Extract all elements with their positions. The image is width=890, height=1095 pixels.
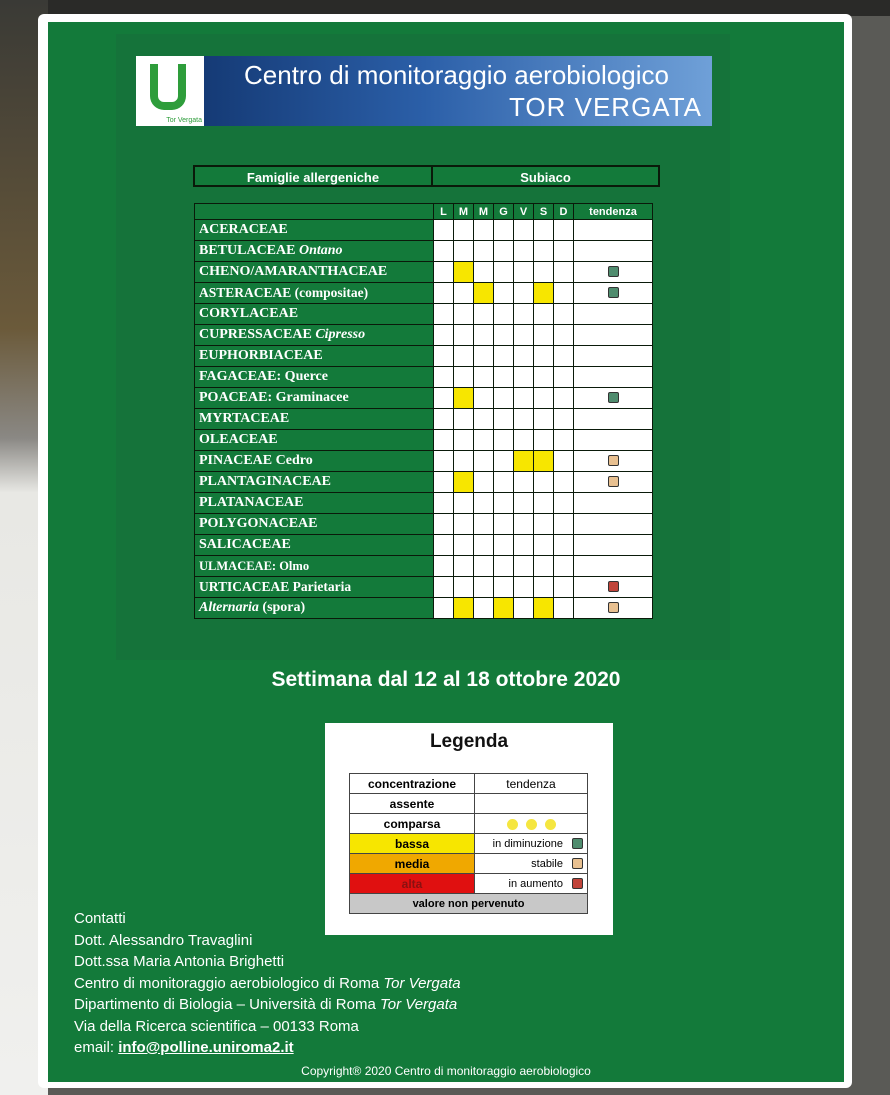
trend-cell — [574, 346, 653, 367]
concentration-cell — [434, 493, 454, 514]
concentration-cell — [554, 346, 574, 367]
trend-indicator-icon — [608, 455, 619, 466]
concentration-cell — [514, 283, 534, 304]
concentration-cell — [554, 451, 574, 472]
concentration-cell — [494, 220, 514, 241]
concentration-cell — [454, 451, 474, 472]
concentration-cell — [474, 388, 494, 409]
concentration-cell — [474, 493, 494, 514]
table-row — [195, 304, 653, 325]
concentration-cell — [454, 472, 474, 493]
concentration-cell — [434, 388, 454, 409]
concentration-cell — [494, 493, 514, 514]
concentration-cell — [534, 514, 554, 535]
day-header-1: M — [454, 204, 474, 220]
concentration-cell — [434, 220, 454, 241]
concentration-cell — [554, 556, 574, 577]
concentration-cell — [494, 388, 514, 409]
concentration-cell — [514, 388, 534, 409]
table-row — [195, 472, 653, 493]
concentration-cell — [434, 409, 454, 430]
legend-table — [349, 773, 588, 914]
concentration-cell — [434, 304, 454, 325]
family-name: POLYGONACEAE — [195, 514, 434, 535]
concentration-cell — [554, 598, 574, 619]
trend-indicator-icon — [608, 392, 619, 403]
trend-cell — [574, 598, 653, 619]
concentration-cell — [454, 514, 474, 535]
concentration-cell — [554, 472, 574, 493]
concentration-cell — [514, 325, 534, 346]
trend-indicator-icon — [608, 581, 619, 592]
concentration-cell — [514, 556, 534, 577]
trend-cell — [574, 241, 653, 262]
table-row — [195, 556, 653, 577]
concentration-cell — [554, 262, 574, 283]
concentration-cell — [514, 472, 534, 493]
family-name: CHENO/AMARANTHACEAE — [195, 262, 434, 283]
concentration-cell — [554, 430, 574, 451]
concentration-cell — [534, 535, 554, 556]
concentration-cell — [494, 556, 514, 577]
legend-footer: valore non pervenuto — [350, 894, 588, 914]
concentration-cell — [534, 346, 554, 367]
table-row — [195, 598, 653, 619]
family-name: ULMACEAE: Olmo — [195, 556, 434, 577]
concentration-cell — [434, 535, 454, 556]
trend-indicator-icon — [572, 858, 583, 869]
concentration-cell — [434, 556, 454, 577]
concentration-cell — [554, 388, 574, 409]
concentration-cell — [554, 514, 574, 535]
trend-cell — [574, 577, 653, 598]
trend-header: tendenza — [574, 204, 653, 220]
legend-trend — [475, 814, 588, 834]
blank-header-cell — [195, 204, 434, 220]
concentration-cell — [554, 493, 574, 514]
family-name: PINACEAE Cedro — [195, 451, 434, 472]
trend-cell — [574, 304, 653, 325]
concentration-cell — [454, 388, 474, 409]
concentration-cell — [494, 514, 514, 535]
family-column-header: Famiglie allergeniche — [193, 165, 433, 187]
concentration-cell — [434, 577, 454, 598]
concentration-cell — [554, 325, 574, 346]
concentration-cell — [554, 283, 574, 304]
contact-person-2: Dott.ssa Maria Antonia Brighetti — [74, 953, 285, 970]
logo-badge-label: Tor Vergata — [166, 117, 202, 124]
family-name: POACEAE: Graminacee — [195, 388, 434, 409]
table-row — [195, 493, 653, 514]
concentration-cell — [494, 283, 514, 304]
concentration-cell — [514, 409, 534, 430]
concentration-cell — [554, 577, 574, 598]
concentration-cell — [434, 598, 454, 619]
trend-cell — [574, 472, 653, 493]
concentration-cell — [474, 556, 494, 577]
concentration-cell — [494, 472, 514, 493]
trend-indicator-icon — [608, 476, 619, 487]
legend-box — [325, 723, 613, 935]
trend-cell — [574, 367, 653, 388]
concentration-cell — [534, 367, 554, 388]
concentration-cell — [474, 451, 494, 472]
family-name: ACERACEAE — [195, 220, 434, 241]
concentration-cell — [454, 577, 474, 598]
family-name: OLEACEAE — [195, 430, 434, 451]
concentration-cell — [474, 241, 494, 262]
concentration-cell — [454, 241, 474, 262]
legend-col-trend: tendenza — [475, 774, 588, 794]
legend-level: media — [350, 854, 475, 874]
concentration-cell — [474, 514, 494, 535]
table-row — [195, 220, 653, 241]
days-header-row — [195, 204, 653, 220]
concentration-cell — [494, 304, 514, 325]
concentration-cell — [474, 346, 494, 367]
trend-cell — [574, 325, 653, 346]
legend-title: Legenda — [429, 731, 509, 752]
concentration-cell — [454, 304, 474, 325]
family-name: SALICACEAE — [195, 535, 434, 556]
header-banner — [136, 56, 712, 126]
concentration-cell — [434, 241, 454, 262]
table-row — [195, 325, 653, 346]
legend-level: assente — [350, 794, 475, 814]
family-name: FAGACEAE: Querce — [195, 367, 434, 388]
concentration-cell — [474, 430, 494, 451]
concentration-cell — [514, 430, 534, 451]
day-header-0: L — [434, 204, 454, 220]
contacts-heading: Contatti — [74, 910, 126, 927]
trend-cell — [574, 493, 653, 514]
concentration-cell — [514, 451, 534, 472]
concentration-cell — [494, 430, 514, 451]
concentration-cell — [434, 367, 454, 388]
table-row — [195, 535, 653, 556]
concentration-cell — [534, 388, 554, 409]
legend-header-row — [350, 774, 588, 794]
concentration-cell — [474, 262, 494, 283]
day-header-3: G — [494, 204, 514, 220]
concentration-cell — [454, 262, 474, 283]
concentration-cell — [514, 493, 534, 514]
concentration-cell — [534, 556, 554, 577]
concentration-cell — [494, 367, 514, 388]
concentration-cell — [454, 325, 474, 346]
trend-cell — [574, 556, 653, 577]
concentration-cell — [494, 451, 514, 472]
appearance-dot-icon — [545, 819, 556, 830]
concentration-cell — [534, 598, 554, 619]
logo-u-shape — [150, 64, 186, 110]
table-row — [195, 514, 653, 535]
legend-row — [350, 794, 588, 814]
concentration-cell — [514, 514, 534, 535]
contact-email: email: info@polline.uniroma2.it — [74, 1039, 294, 1056]
concentration-cell — [534, 472, 554, 493]
legend-trend: in diminuzione — [475, 834, 588, 854]
legend-col-concentration: concentrazione — [350, 774, 475, 794]
concentration-cell — [494, 598, 514, 619]
concentration-cell — [454, 283, 474, 304]
family-name: PLANTAGINACEAE — [195, 472, 434, 493]
concentration-cell — [514, 577, 534, 598]
concentration-cell — [434, 283, 454, 304]
day-header-5: S — [534, 204, 554, 220]
table-row — [195, 409, 653, 430]
day-header-6: D — [554, 204, 574, 220]
concentration-cell — [474, 325, 494, 346]
family-name: EUPHORBIACEAE — [195, 346, 434, 367]
table-row — [195, 283, 653, 304]
legend-row — [350, 834, 588, 854]
concentration-cell — [514, 304, 534, 325]
concentration-cell — [454, 556, 474, 577]
concentration-cell — [454, 409, 474, 430]
copyright-text: Copyright® 2020 Centro di monitoraggio aerobiologico — [301, 1064, 591, 1078]
concentration-cell — [534, 430, 554, 451]
contact-dept: Dipartimento di Biologia – Università di Roma Tor Vergata — [74, 996, 458, 1013]
concentration-cell — [454, 346, 474, 367]
concentration-cell — [554, 409, 574, 430]
concentration-cell — [494, 241, 514, 262]
concentration-cell — [534, 241, 554, 262]
concentration-cell — [474, 283, 494, 304]
concentration-cell — [454, 367, 474, 388]
concentration-cell — [474, 535, 494, 556]
concentration-cell — [534, 304, 554, 325]
concentration-cell — [534, 577, 554, 598]
concentration-cell — [534, 409, 554, 430]
legend-row — [350, 814, 588, 834]
concentration-cell — [514, 535, 534, 556]
concentration-cell — [474, 577, 494, 598]
legend-row — [350, 854, 588, 874]
contact-address: Via della Ricerca scientifica – 00133 Roma — [74, 1017, 359, 1035]
legend-trend: stabile — [475, 854, 588, 874]
concentration-cell — [434, 472, 454, 493]
trend-cell — [574, 409, 653, 430]
concentration-cell — [534, 283, 554, 304]
concentration-cell — [454, 535, 474, 556]
week-label: Settimana dal 12 al 18 ottobre 2020 — [271, 668, 621, 691]
concentration-cell — [554, 535, 574, 556]
concentration-cell — [434, 325, 454, 346]
contact-person-1: Dott. Alessandro Travaglini — [74, 931, 253, 949]
concentration-cell — [454, 493, 474, 514]
concentration-cell — [454, 430, 474, 451]
family-name: ASTERACEAE (compositae) — [195, 283, 434, 304]
family-name: BETULACEAE Ontano — [195, 241, 434, 262]
table-row — [195, 388, 653, 409]
contact-centre: Centro di monitoraggio aerobiologico di Roma Tor Vergata — [74, 974, 461, 992]
trend-cell — [574, 514, 653, 535]
concentration-cell — [554, 241, 574, 262]
concentration-cell — [514, 241, 534, 262]
concentration-cell — [494, 262, 514, 283]
concentration-cell — [534, 220, 554, 241]
family-name: URTICACEAE Parietaria — [195, 577, 434, 598]
email-link[interactable]: info@polline.uniroma2.it — [118, 1039, 294, 1056]
family-name: CUPRESSACEAE Cipresso — [195, 325, 434, 346]
legend-level: alta — [350, 874, 475, 894]
family-name: Alternaria (spora) — [195, 598, 434, 619]
concentration-cell — [514, 367, 534, 388]
table-row — [195, 241, 653, 262]
legend-level: comparsa — [350, 814, 475, 834]
trend-cell — [574, 451, 653, 472]
concentration-cell — [494, 325, 514, 346]
concentration-cell — [494, 346, 514, 367]
pollen-table — [194, 203, 653, 619]
table-row — [195, 451, 653, 472]
trend-cell — [574, 535, 653, 556]
concentration-cell — [554, 367, 574, 388]
trend-indicator-icon — [572, 838, 583, 849]
concentration-cell — [434, 514, 454, 535]
concentration-cell — [494, 535, 514, 556]
concentration-cell — [534, 262, 554, 283]
concentration-cell — [474, 472, 494, 493]
family-name: CORYLACEAE — [195, 304, 434, 325]
concentration-cell — [534, 325, 554, 346]
trend-indicator-icon — [608, 266, 619, 277]
concentration-cell — [434, 346, 454, 367]
header-title-line1: Centro di monitoraggio aerobiologico — [244, 60, 669, 90]
trend-cell — [574, 220, 653, 241]
table-row — [195, 367, 653, 388]
legend-row — [350, 874, 588, 894]
concentration-cell — [474, 367, 494, 388]
concentration-cell — [554, 220, 574, 241]
concentration-cell — [474, 304, 494, 325]
table-row — [195, 577, 653, 598]
day-header-2: M — [474, 204, 494, 220]
concentration-cell — [434, 262, 454, 283]
trend-indicator-icon — [608, 602, 619, 613]
concentration-cell — [514, 220, 534, 241]
concentration-cell — [494, 409, 514, 430]
table-row — [195, 346, 653, 367]
trend-cell — [574, 262, 653, 283]
header-title-line2: TOR VERGATA — [508, 92, 702, 122]
concentration-cell — [514, 598, 534, 619]
appearance-dot-icon — [526, 819, 537, 830]
concentration-cell — [514, 262, 534, 283]
university-logo — [136, 56, 204, 126]
station-column-header: Subiaco — [431, 165, 660, 187]
trend-cell — [574, 283, 653, 304]
concentration-cell — [554, 304, 574, 325]
concentration-cell — [534, 493, 554, 514]
trend-cell — [574, 430, 653, 451]
trend-cell — [574, 388, 653, 409]
concentration-cell — [454, 220, 474, 241]
concentration-cell — [434, 451, 454, 472]
contacts-block — [74, 908, 461, 1059]
concentration-cell — [474, 220, 494, 241]
table-row — [195, 430, 653, 451]
appearance-dot-icon — [507, 819, 518, 830]
concentration-cell — [494, 577, 514, 598]
concentration-cell — [534, 451, 554, 472]
trend-indicator-icon — [608, 287, 619, 298]
day-header-4: V — [514, 204, 534, 220]
legend-level: bassa — [350, 834, 475, 854]
concentration-cell — [454, 598, 474, 619]
concentration-cell — [474, 598, 494, 619]
table-row — [195, 262, 653, 283]
concentration-cell — [474, 409, 494, 430]
legend-trend — [475, 794, 588, 814]
legend-trend: in aumento — [475, 874, 588, 894]
family-name: PLATANACEAE — [195, 493, 434, 514]
concentration-cell — [514, 346, 534, 367]
trend-indicator-icon — [572, 878, 583, 889]
family-name: MYRTACEAE — [195, 409, 434, 430]
concentration-cell — [434, 430, 454, 451]
